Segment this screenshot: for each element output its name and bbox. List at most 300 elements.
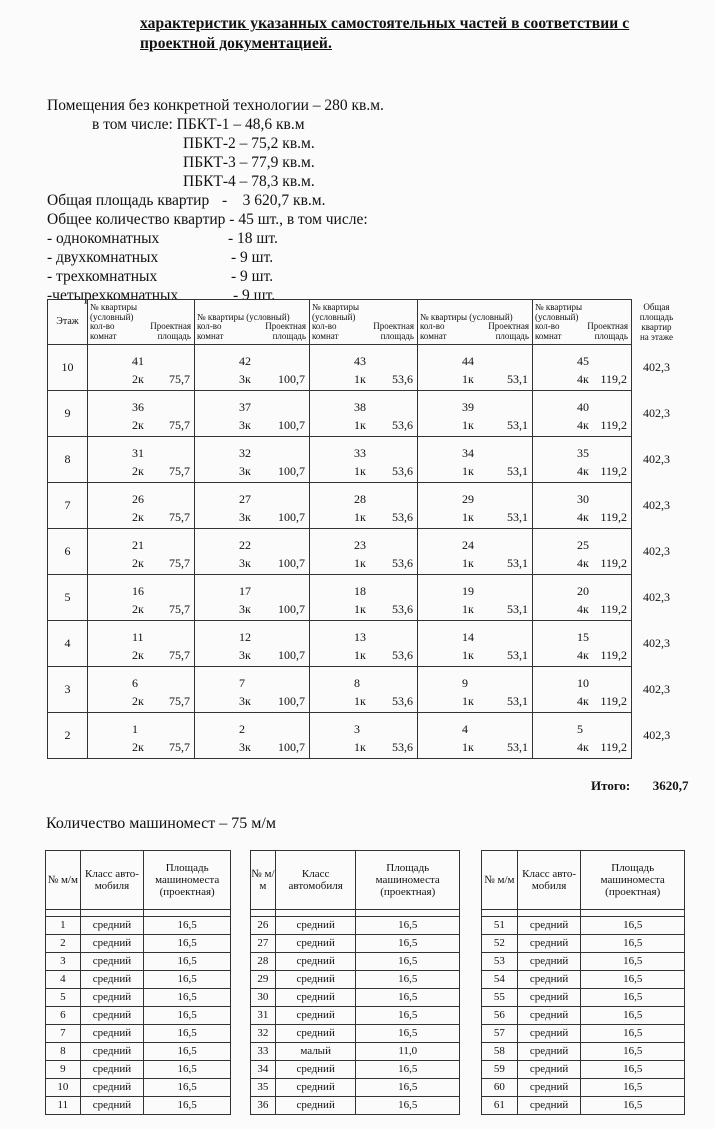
spot-area: 16,5 [581, 935, 685, 953]
room-count: 2к [132, 740, 144, 754]
spacer-cell [46, 910, 81, 917]
spot-area: 16,5 [144, 1079, 231, 1097]
room-count: 3к [239, 418, 251, 432]
apartment-area: 53,6 [392, 510, 413, 524]
car-class: средний [517, 953, 581, 971]
floor-number: 6 [48, 529, 88, 575]
apartment-cell [88, 345, 195, 391]
parking-row [46, 953, 231, 971]
room-count: 1к [354, 556, 366, 570]
spot-number: 7 [46, 1025, 81, 1043]
apartment-area: 53,6 [392, 464, 413, 478]
car-class: средний [517, 1061, 581, 1079]
apartment-number: 40 [577, 400, 589, 414]
room-count: 1к [462, 602, 474, 616]
parking-row [46, 971, 231, 989]
apartment-area: 53,1 [507, 464, 528, 478]
room-count: 1к [354, 464, 366, 478]
room-count: 1к [354, 418, 366, 432]
room-count: 3к [239, 556, 251, 570]
pbkt2-line: ПБКТ-2 – 75,2 кв.м. [183, 135, 315, 152]
spacer-cell [144, 910, 231, 917]
spot-area: 16,5 [581, 1025, 685, 1043]
parking-row [46, 1043, 231, 1061]
apartment-area: 75,7 [169, 740, 190, 754]
apartment-cell [88, 621, 195, 667]
parking-row [482, 1061, 685, 1079]
parking-header-row [482, 851, 685, 910]
apartment-area: 100,7 [278, 740, 305, 754]
area-header: Проектная площадь [587, 321, 628, 341]
four-room-label: -четырехкомнатных [47, 287, 179, 304]
apartment-number: 22 [239, 538, 251, 552]
apartment-cell [88, 713, 195, 759]
parking-row [46, 989, 231, 1007]
apartment-area: 53,1 [507, 648, 528, 662]
parking-row [251, 971, 460, 989]
parking-row [46, 1097, 231, 1115]
apartment-area: 75,7 [169, 464, 190, 478]
apartment-number: 37 [239, 400, 251, 414]
apartment-cell [310, 713, 418, 759]
apartment-cell [195, 713, 310, 759]
floor-header: Этаж [48, 300, 88, 345]
spot-number-header: № м/м [46, 851, 81, 910]
parking-spacer [482, 910, 685, 917]
apartment-number: 20 [577, 584, 589, 598]
spot-number: 60 [482, 1079, 518, 1097]
spot-number: 32 [251, 1025, 276, 1043]
apartment-cell [88, 529, 195, 575]
room-count: 3к [239, 464, 251, 478]
pbkt4-line: ПБКТ-4 – 78,3 кв.м. [183, 173, 315, 190]
room-count: 4к [577, 740, 589, 754]
spot-number: 59 [482, 1061, 518, 1079]
spot-number: 4 [46, 971, 81, 989]
parking-row [482, 1079, 685, 1097]
grand-total [591, 778, 689, 794]
apartment-area: 53,6 [392, 602, 413, 616]
apartment-area: 119,2 [600, 602, 627, 616]
parking-row [46, 1007, 231, 1025]
apartment-cell [88, 437, 195, 483]
car-class: средний [275, 1007, 356, 1025]
spot-area: 11,0 [356, 1043, 460, 1061]
apartment-area: 100,7 [278, 602, 305, 616]
parking-row [482, 971, 685, 989]
spot-number: 35 [251, 1079, 276, 1097]
spot-number: 31 [251, 1007, 276, 1025]
spot-number: 28 [251, 953, 276, 971]
spot-area: 16,5 [356, 917, 460, 935]
car-class: средний [80, 917, 144, 935]
spot-area: 16,5 [581, 971, 685, 989]
apartment-number: 13 [354, 630, 366, 644]
floor-total: 402,3 [643, 498, 670, 512]
spot-area-header: Площадь машиноместа (проектная) [356, 851, 460, 910]
apartment-area: 53,6 [392, 648, 413, 662]
apartment-area: 100,7 [278, 694, 305, 708]
rooms-header: кол-во комнат [535, 321, 562, 341]
car-class: средний [517, 935, 581, 953]
floor-row [48, 667, 682, 713]
spot-number: 36 [251, 1097, 276, 1115]
floor-total: 402,3 [643, 360, 670, 374]
car-class: средний [517, 971, 581, 989]
spot-area: 16,5 [144, 953, 231, 971]
apartment-area: 53,1 [507, 556, 528, 570]
apartment-cell [310, 345, 418, 391]
apartment-number: 28 [354, 492, 366, 506]
spot-number: 54 [482, 971, 518, 989]
car-class-header: Класс автомобиля [275, 851, 356, 910]
apartment-number: 18 [354, 584, 366, 598]
spot-number: 33 [251, 1043, 276, 1061]
one-room-value: - 18 шт. [228, 230, 278, 247]
apartment-number: 23 [354, 538, 366, 552]
room-count: 1к [462, 556, 474, 570]
apartment-area: 53,6 [392, 372, 413, 386]
rooms-header: кол-во комнат [420, 321, 447, 341]
heading-line-2: проектной документацией. [140, 35, 332, 52]
apartment-cell [195, 667, 310, 713]
apartment-number: 7 [239, 676, 245, 690]
car-class: средний [517, 1043, 581, 1061]
area-header: Проектная площадь [373, 321, 414, 341]
floor-row [48, 529, 682, 575]
parking-row [482, 1043, 685, 1061]
apt-header-num: № квартиры (условный) [90, 302, 138, 322]
parking-row [46, 935, 231, 953]
spot-area: 16,5 [581, 1079, 685, 1097]
apartment-cell [533, 437, 632, 483]
spot-number: 30 [251, 989, 276, 1007]
apartment-cell [195, 391, 310, 437]
three-room-label: - трехкомнатных [47, 268, 158, 285]
apt-header-num: № квартиры (условный) [420, 312, 513, 322]
floor-total: 402,3 [643, 636, 670, 650]
apartment-area: 53,1 [507, 694, 528, 708]
room-count: 1к [462, 510, 474, 524]
car-class: средний [517, 989, 581, 1007]
apartments-table [47, 299, 682, 759]
apartment-number: 32 [239, 446, 251, 460]
room-count: 4к [577, 556, 589, 570]
parking-row [251, 989, 460, 1007]
car-class: средний [80, 1061, 144, 1079]
rooms-header: кол-во комнат [312, 321, 339, 341]
spot-area: 16,5 [581, 1061, 685, 1079]
spot-number: 53 [482, 953, 518, 971]
spot-area: 16,5 [356, 953, 460, 971]
spot-area: 16,5 [581, 917, 685, 935]
room-count: 1к [462, 418, 474, 432]
spot-area: 16,5 [144, 935, 231, 953]
spot-number: 27 [251, 935, 276, 953]
apartment-number: 5 [577, 722, 583, 736]
apartment-area: 100,7 [278, 464, 305, 478]
spot-number: 1 [46, 917, 81, 935]
room-count: 1к [462, 694, 474, 708]
spot-area: 16,5 [581, 1007, 685, 1025]
apartment-count-line: Общее количество квартир - 45 шт., в том числе: [47, 211, 368, 228]
spot-area: 16,5 [144, 1061, 231, 1079]
spot-number: 29 [251, 971, 276, 989]
apartment-cell [418, 621, 533, 667]
spacer-cell [482, 910, 518, 917]
apartment-area: 75,7 [169, 648, 190, 662]
spot-area: 16,5 [581, 1043, 685, 1061]
room-count: 4к [577, 694, 589, 708]
apartment-cell [533, 391, 632, 437]
parking-row [482, 953, 685, 971]
room-count: 2к [132, 418, 144, 432]
total-area-value: - 3 620,7 кв.м. [222, 192, 326, 209]
spot-area: 16,5 [356, 1007, 460, 1025]
room-count: 3к [239, 510, 251, 524]
apartment-cell [418, 345, 533, 391]
pbkt3-line: ПБКТ-3 – 77,9 кв.м. [183, 154, 315, 171]
spot-number: 3 [46, 953, 81, 971]
car-class: средний [275, 935, 356, 953]
car-class: средний [80, 935, 144, 953]
car-class: средний [275, 953, 356, 971]
apartment-header-2 [195, 300, 310, 345]
apartment-area: 75,7 [169, 556, 190, 570]
spacer-cell [517, 910, 581, 917]
car-class: средний [517, 1097, 581, 1115]
floor-total: 402,3 [643, 406, 670, 420]
apt-header-num: № квартиры (условный) [197, 312, 290, 322]
heading-line-1: характеристик указанных самостоятельных частей в соответствии с [140, 15, 630, 32]
apartment-number: 12 [239, 630, 251, 644]
parking-row [482, 989, 685, 1007]
spot-number: 5 [46, 989, 81, 1007]
room-count: 1к [354, 648, 366, 662]
parking-table-2 [250, 850, 460, 1115]
apartment-number: 6 [132, 676, 138, 690]
spot-area: 16,5 [356, 1061, 460, 1079]
apartment-cell [195, 437, 310, 483]
floor-total-header: Общая площадь квартир на этаже [639, 301, 674, 342]
premises-line: Помещения без конкретной технологии – 280 кв.м. [47, 97, 384, 114]
parking-table-3 [481, 850, 685, 1115]
apartment-area: 75,7 [169, 694, 190, 708]
spacer-cell [275, 910, 356, 917]
spacer-cell [80, 910, 144, 917]
apartment-cell [418, 713, 533, 759]
room-count: 2к [132, 510, 144, 524]
apartment-number: 27 [239, 492, 251, 506]
spot-number: 51 [482, 917, 518, 935]
apartment-number: 42 [239, 354, 251, 368]
apartment-area: 119,2 [600, 694, 627, 708]
spot-area: 16,5 [356, 1025, 460, 1043]
car-class: средний [80, 1097, 144, 1115]
car-class: средний [80, 989, 144, 1007]
room-count: 1к [354, 372, 366, 386]
apartment-area: 100,7 [278, 372, 305, 386]
car-class-header: Класс авто- мобиля [517, 851, 581, 910]
two-room-label: - двухкомнатных [47, 249, 159, 266]
parking-row [46, 1061, 231, 1079]
spot-area: 16,5 [144, 971, 231, 989]
apartment-cell [195, 529, 310, 575]
parking-row [251, 1007, 460, 1025]
parking-row [251, 1043, 460, 1061]
floor-total: 402,3 [643, 682, 670, 696]
apartment-number: 29 [462, 492, 474, 506]
spot-area: 16,5 [144, 1025, 231, 1043]
spot-number: 6 [46, 1007, 81, 1025]
area-header: Проектная площадь [265, 321, 306, 341]
apartment-header-5 [533, 300, 632, 345]
apartment-number: 38 [354, 400, 366, 414]
car-class: средний [275, 989, 356, 1007]
floor-number: 5 [48, 575, 88, 621]
apartment-number: 4 [462, 722, 468, 736]
apartment-area: 75,7 [169, 602, 190, 616]
apartment-number: 21 [132, 538, 144, 552]
apartment-cell [310, 437, 418, 483]
spot-number: 61 [482, 1097, 518, 1115]
floor-total: 402,3 [643, 452, 670, 466]
parking-row [251, 1061, 460, 1079]
floor-number: 10 [48, 345, 88, 391]
apartment-cell [533, 575, 632, 621]
apartment-number: 25 [577, 538, 589, 552]
three-room-value: - 9 шт. [231, 268, 274, 285]
apartment-cell [310, 483, 418, 529]
apartment-cell [310, 575, 418, 621]
apt-header-num: № квартиры (условный) [312, 302, 360, 322]
apartment-area: 119,2 [600, 556, 627, 570]
apartment-header-3 [310, 300, 418, 345]
apartment-number: 24 [462, 538, 474, 552]
floor-number: 2 [48, 713, 88, 759]
apartment-cell [88, 575, 195, 621]
floor-row [48, 345, 682, 391]
apartment-area: 119,2 [600, 740, 627, 754]
spot-number: 2 [46, 935, 81, 953]
room-count: 1к [354, 740, 366, 754]
spot-area-header: Площадь машиноместа (проектная) [144, 851, 231, 910]
floor-row [48, 621, 682, 667]
car-class-header: Класс авто- мобиля [80, 851, 144, 910]
car-class: средний [80, 971, 144, 989]
floor-row [48, 713, 682, 759]
room-count: 1к [462, 740, 474, 754]
spot-number: 55 [482, 989, 518, 1007]
apartment-cell [418, 529, 533, 575]
room-count: 1к [354, 510, 366, 524]
spot-number: 10 [46, 1079, 81, 1097]
apartment-area: 100,7 [278, 510, 305, 524]
apartment-number: 41 [132, 354, 144, 368]
car-class: средний [275, 917, 356, 935]
room-count: 3к [239, 694, 251, 708]
apartment-number: 19 [462, 584, 474, 598]
page-heading [140, 14, 680, 54]
apartment-cell [418, 391, 533, 437]
spacer-cell [581, 910, 685, 917]
grand-total-label: Итого: [591, 778, 631, 793]
apartment-number: 30 [577, 492, 589, 506]
apartment-cell [418, 483, 533, 529]
spot-area: 16,5 [581, 953, 685, 971]
car-class: средний [275, 971, 356, 989]
floor-total: 402,3 [643, 590, 670, 604]
rooms-header: кол-во комнат [90, 321, 117, 341]
parking-header-row [251, 851, 460, 910]
spot-area: 16,5 [356, 989, 460, 1007]
car-class: средний [275, 1097, 356, 1115]
apartment-cell [310, 529, 418, 575]
room-count: 2к [132, 602, 144, 616]
room-count: 4к [577, 464, 589, 478]
floor-total: 402,3 [643, 728, 671, 742]
apartment-number: 15 [577, 630, 589, 644]
floor-number: 8 [48, 437, 88, 483]
apartment-area: 119,2 [600, 464, 627, 478]
apartment-cell [418, 667, 533, 713]
floor-row [48, 391, 682, 437]
spacer-cell [251, 910, 276, 917]
apartment-cell [310, 391, 418, 437]
apartment-area: 100,7 [278, 648, 305, 662]
apartment-area: 100,7 [278, 556, 305, 570]
apartment-number: 8 [354, 676, 360, 690]
spot-number: 52 [482, 935, 518, 953]
apartment-cell [88, 667, 195, 713]
spot-area: 16,5 [356, 935, 460, 953]
floor-number: 4 [48, 621, 88, 667]
apartment-cell [310, 621, 418, 667]
apartment-area: 53,6 [392, 418, 413, 432]
room-count: 3к [239, 602, 251, 616]
room-count: 2к [132, 556, 144, 570]
apartment-cell [195, 575, 310, 621]
apartment-header-4 [418, 300, 533, 345]
apartments-header-row [48, 300, 682, 345]
spot-number: 11 [46, 1097, 81, 1115]
car-class: средний [80, 953, 144, 971]
apartment-cell [195, 483, 310, 529]
parking-row [251, 1097, 460, 1115]
apartment-cell [418, 437, 533, 483]
apartment-cell [88, 483, 195, 529]
car-class: средний [517, 1079, 581, 1097]
spot-area: 16,5 [356, 971, 460, 989]
parking-spacer [46, 910, 231, 917]
apartment-number: 10 [577, 676, 589, 690]
apartment-number: 39 [462, 400, 474, 414]
parking-row [251, 953, 460, 971]
parking-spacer [251, 910, 460, 917]
apartment-area: 75,7 [169, 418, 190, 432]
parking-title: Количество машиномест – 75 м/м [46, 815, 276, 832]
apartment-number: 45 [577, 354, 589, 368]
grand-total-value: 3620,7 [652, 778, 689, 793]
room-count: 3к [239, 740, 251, 754]
room-count: 4к [577, 372, 589, 386]
car-class: средний [517, 1007, 581, 1025]
apartment-number: 14 [462, 630, 474, 644]
apartment-number: 31 [132, 446, 144, 460]
apartment-cell [195, 345, 310, 391]
floor-total: 402,3 [643, 544, 670, 558]
room-count: 3к [239, 648, 251, 662]
